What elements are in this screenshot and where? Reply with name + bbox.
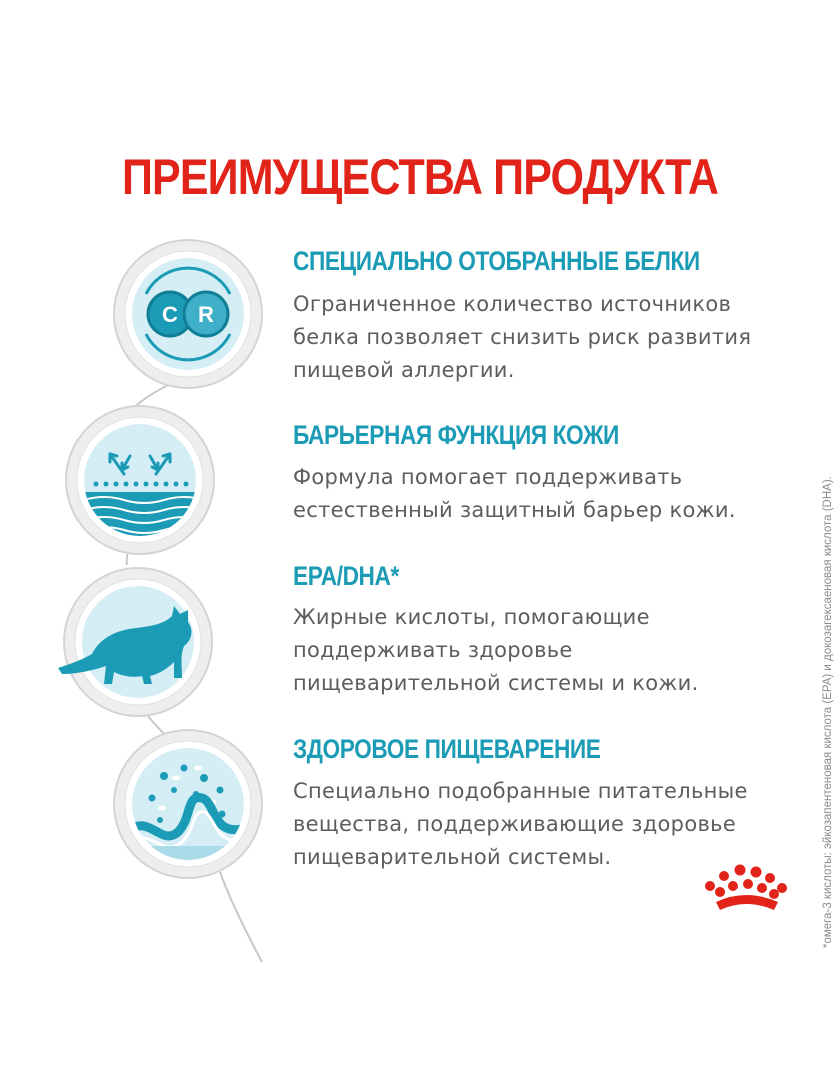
cat-icon <box>56 566 216 718</box>
skin-barrier-icon <box>64 404 216 556</box>
text-line: Специально подобранные питательные <box>293 779 748 803</box>
page-title: ПРЕИМУЩЕСТВА ПРОДУКТА <box>121 149 719 205</box>
digestion-icon <box>112 728 264 880</box>
benefit-text-epa-dha <box>293 601 813 700</box>
benefit-heading-proteins: СПЕЦИАЛЬНО ОТОБРАННЫЕ БЕЛКИ <box>293 246 700 276</box>
text-line: белка позволяет снизить риск развития <box>293 325 752 349</box>
text-line: Ограниченное количество источников <box>293 292 732 316</box>
benefit-text-skin <box>293 461 813 527</box>
text-line: вещества, поддерживающие здоровье <box>293 812 737 836</box>
text-line: Формула помогает поддерживать <box>293 465 683 489</box>
text-line: естественный защитный барьер кожи. <box>293 498 736 522</box>
text-line: пищеварительной системы и кожи. <box>293 671 699 695</box>
text-line: Жирные кислоты, помогающие <box>293 605 650 629</box>
text-line: поддерживать здоровье <box>293 638 573 662</box>
royal-canin-crown-icon <box>700 862 790 916</box>
benefit-text-proteins <box>293 288 813 387</box>
benefit-heading-digestion: ЗДОРОВОЕ ПИЩЕВАРЕНИЕ <box>293 734 601 764</box>
cr-protein-icon <box>112 238 264 390</box>
footnote: *омега-3 кислоты: эйкозапентеновая кислота (EPA) и докозагексаеновая кислота (DHA). <box>822 476 834 948</box>
text-line: пищевой аллергии. <box>293 358 515 382</box>
text-line: пищеварительной системы. <box>293 845 612 869</box>
letter-c: C <box>162 302 178 327</box>
benefit-heading-skin: БАРЬЕРНАЯ ФУНКЦИЯ КОЖИ <box>293 420 619 450</box>
letter-r: R <box>198 302 214 327</box>
benefit-heading-epa-dha: EPA/DHA* <box>293 561 399 591</box>
benefit-text-digestion <box>293 775 813 874</box>
